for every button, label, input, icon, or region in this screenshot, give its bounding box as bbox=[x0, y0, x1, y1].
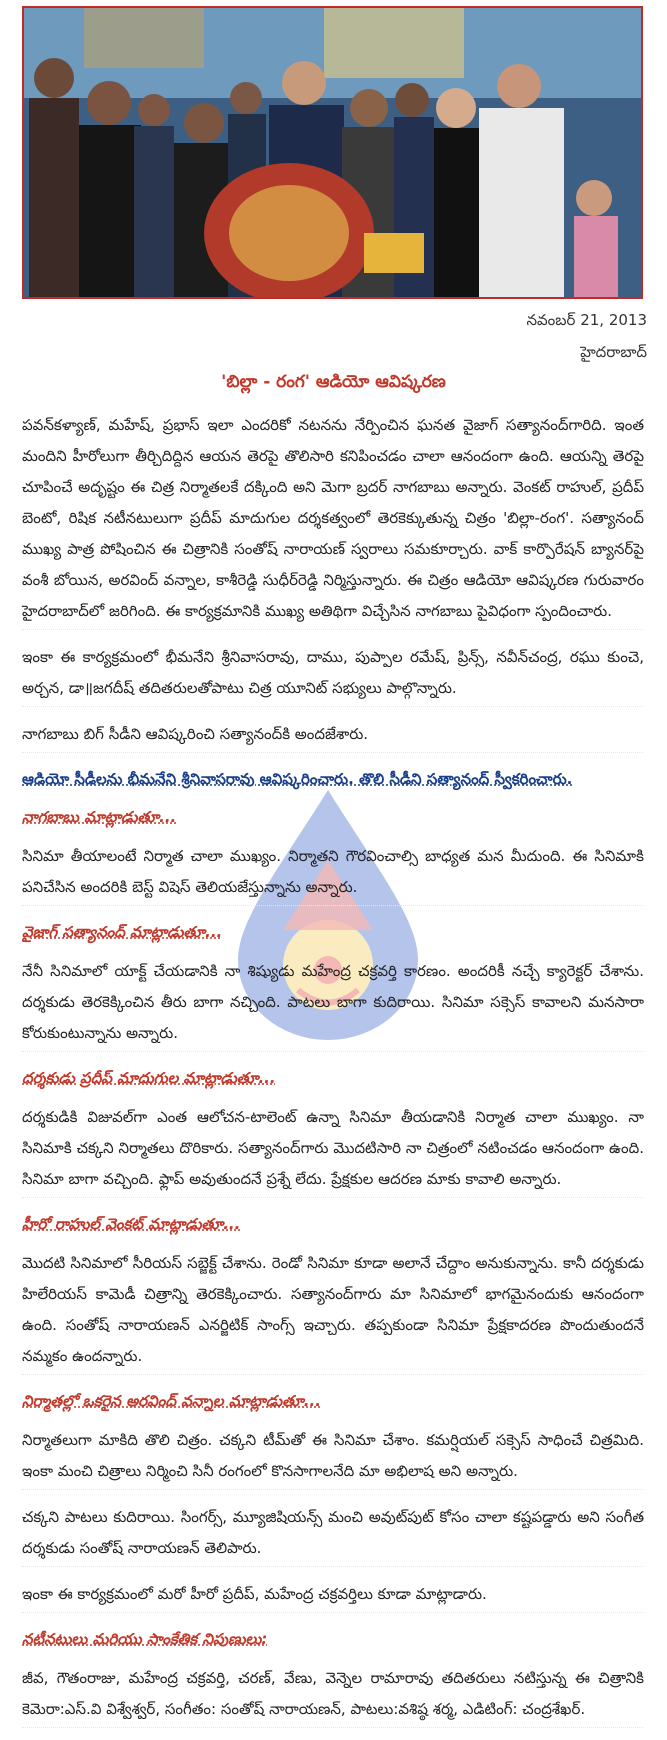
paragraph-audio-cd-release: ఆడియో సీడీలను భీమనేని శ్రీనివాసరావు ఆవిష్కరించారు. తొలి సీడీని సత్యానంద్ స్వీకరించారు. bbox=[22, 770, 573, 788]
article-body bbox=[22, 410, 644, 1740]
paragraph-others-spoke: ఇంకా ఈ కార్యక్రమంలో మరో హీరో ప్రదీప్, మహేంద్ర చక్రవర్తిలు కూడా మాట్లాడారు. bbox=[22, 1579, 644, 1613]
heading-hero: హీరో రాహుల్ వెంకట్ మాట్లాడుతూ... bbox=[22, 1215, 241, 1233]
heading-producer: నిర్మాతల్లో ఒకరైన అరవింద్ వన్నాల మాట్లాడుతూ... bbox=[22, 1392, 321, 1410]
paragraph-director: దర్శకుడికి విజువల్‌గా ఎంత ఆలోచన-టాలెంట్ ఉన్నా సినిమా తీయడానికి నిర్మాత చాలా ముఖ్యం. నా సినిమాకి చక్కని నిర్మాతలు దొరికారు. సత్యానంద్‌గారు మొదటిసారి నా చిత్రంలో నటించడం ఆనందంగా ఉంది. సినిమా బాగా వచ్చింది. ఫ్లాప్ అవుతుందనే ప్రశ్నే లేదు. ప్రేక్షకుల ఆదరణ మాకు కావాలి అన్నారు. bbox=[22, 1102, 644, 1198]
paragraph-hero: మొదటి సినిమాలో సీరియస్ సబ్జెక్ట్ చేశాను. రెండో సినిమా కూడా అలానే చేద్దాం అనుకున్నాను. కానీ దర్శకుడు హిలేరియస్ కామెడీ చిత్రాన్ని తెరకెక్కించారు. సత్యానంద్‌గారు మా సినిమాలో భాగమైనందుకు ఆనందంగా ఉంది. సంతోష్ నారాయణన్ ఎనర్జిటిక్ సాంగ్స్ ఇచ్చారు. తప్పకుండా సినిమా ప్రేక్షకాదరణ పొందుతుందనే నమ్మకం ఉందన్నారు. bbox=[22, 1248, 644, 1375]
paragraph-attendees: ఇంకా ఈ కార్యక్రమంలో భీమనేని శ్రీనివాసరావు, దాము, పుప్పాల రమేష్, ప్రిన్స్, నవీన్‌చంద్ర, రఘు కుంచె, అర్చన, డా॥జగదీష్ తదితరులతోపాటు చిత్ర యూనిట్ సభ్యులు పాల్గొన్నారు. bbox=[22, 642, 644, 707]
paragraph-satyanand: నేనీ సినిమాలో యాక్ట్ చేయడానికి నా శిష్యుడు మహేంద్ర చక్రవర్తి కారణం. అందరికీ నచ్చే క్యారెక్టర్ చేశాను. దర్శకుడు తెరకెక్కించిన తీరు బాగా నచ్చింది. పాటలు బాగా కుదిరాయి. సినిమా సక్సెస్ కావాలని మనసారా కోరుకుంటున్నాను అన్నారు. bbox=[22, 956, 644, 1052]
paragraph-intro: పవన్‌కళ్యాణ్, మహేష్, ప్రభాస్ ఇలా ఎందరికో నటనను నేర్పించిన ఘనత వైజాగ్ సత్యానంద్‌గారిది. ఇంత మందిని హీరోలుగా తీర్చిదిద్దిన ఆయన తెరపై తొలిసారి కనిపించడం చాలా ఆనందంగా ఉంది. ఆయన్ని తెరపై చూపించే అదృష్టం ఈ చిత్ర నిర్మాతలకే దక్కింది అని మెగా బ్రదర్ నాగబాబు అన్నారు. వెంకట్ రాహుల్, ప్రదీప్ బెంటో, రిషిక నటీనటులుగా ప్రదీప్ మాదుగుల దర్శకత్వంలో తెరకెక్కుతున్న చిత్రం 'బిల్లా-రంగ'. సత్యానంద్ ముఖ్య పాత్ర పోషించిన ఈ చిత్రానికి సంతోష్ నారాయణ్ స్వరాలు సమకూర్చారు. వాక్ కార్పొరేషన్ బ్యానర్‌పై వంశీ బోయిన, అరవింద్ వన్నాల, కాశీరెడ్డి సుధీర్‌రెడ్డి నిర్మిస్తున్నారు. ఈ చిత్రం ఆడియో ఆవిష్కరణ గురువారం హైదరాబాద్‌లో జరిగింది. ఈ కార్యక్రమానికి ముఖ్య అతిథిగా విచ్చేసిన నాగబాబు పైవిధంగా స్పందించారు. bbox=[22, 410, 644, 630]
event-photo bbox=[22, 6, 643, 299]
article-location: హైదరాబాద్ bbox=[580, 343, 647, 361]
event-photo-illustration bbox=[24, 8, 641, 297]
article-title: 'బిల్లా - రంగ' ఆడియో ఆవిష్కరణ bbox=[221, 372, 446, 392]
paragraph-cast-crew: జీవ, గౌతంరాజు, మహేంద్ర చక్రవర్తి, చరణ్, వేణు, వెన్నెల రామారావు తదితరులు నటిస్తున్న ఈ చిత్రానికి కెమెరా:ఎస్.వి విశ్వేశ్వర్, సంగీతం: సంతోష్ నారాయణన్, పాటలు:వశిష్ఠ శర్మ, ఎడిటింగ్: చంద్రశేఖర్. bbox=[22, 1663, 644, 1728]
paragraph-producer: నిర్మాతలుగా మాకిది తొలి చిత్రం. చక్కని టీమ్‌తో ఈ సినిమా చేశాం. కమర్షియల్ సక్సెస్ సాధించే చిత్రమిది. ఇంకా మంచి చిత్రాలు నిర్మించి సినీ రంగంలో కొనసాగాలనేది మా అభిలాష అని అన్నారు. bbox=[22, 1425, 644, 1490]
heading-director: దర్శకుడు ప్రదీప్ మాదుగుల మాట్లాడుతూ... bbox=[22, 1069, 276, 1087]
heading-satyanand: వైజాగ్ సత్యానంద్ మాట్లాడుతూ... bbox=[22, 923, 223, 941]
heading-cast-crew: నటీనటులు మరియు సాంకేతిక నిపుణులు: bbox=[22, 1630, 268, 1648]
paragraph-nagababu: సినిమా తీయాలంటే నిర్మాత చాలా ముఖ్యం. నిర్మాతని గౌరవించాల్సి బాధ్యత మన మీదుంది. ఈ సినిమాకి పనిచేసిన అందరికి బెస్ట్ విషెస్ తెలియజేస్తున్నాను అన్నారు. bbox=[22, 841, 644, 906]
paragraph-music-director: చక్కని పాటలు కుదిరాయి. సింగర్స్, మ్యూజిషియన్స్ మంచి అవుట్‌పుట్ కోసం చాలా కష్టపడ్డారు అని సంగీత దర్శకుడు సంతోష్ నారాయణన్ తెలిపారు. bbox=[22, 1502, 644, 1567]
article-date: నవంబర్ 21, 2013 bbox=[526, 311, 647, 329]
heading-nagababu: నాగబాబు మాట్లాడుతూ... bbox=[22, 808, 177, 826]
paragraph-big-cd: నాగబాబు బిగ్ సీడీని ఆవిష్కరించి సత్యానంద్‌కి అందజేశారు. bbox=[22, 719, 644, 753]
